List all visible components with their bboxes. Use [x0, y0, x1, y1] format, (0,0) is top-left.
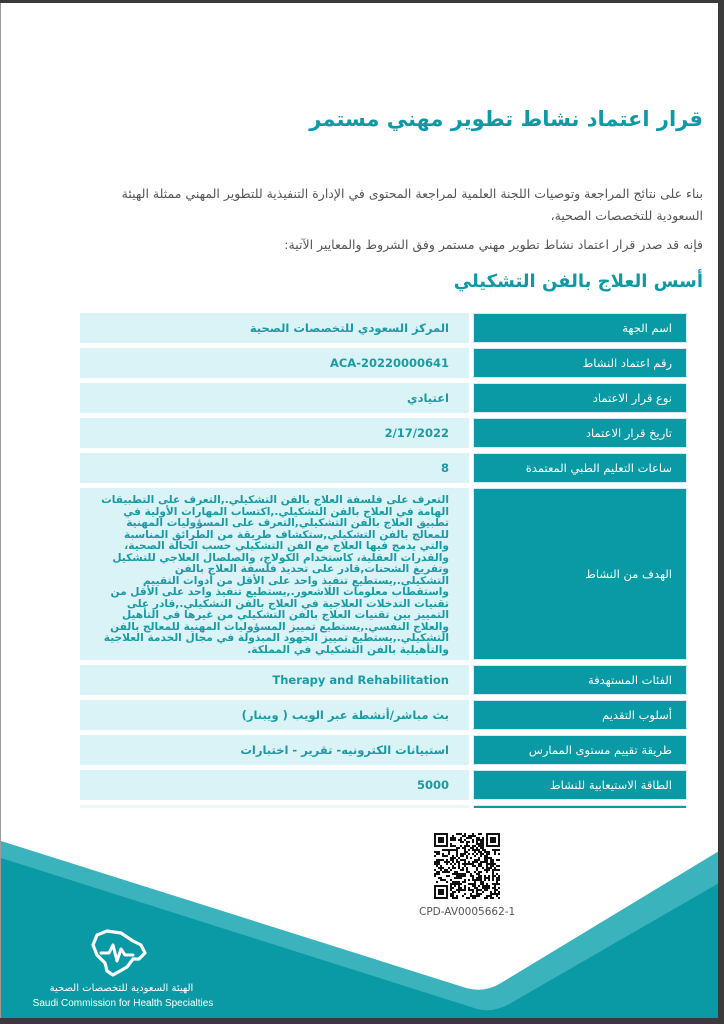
entity-name-value: المركز السعودي للتخصصات الصحية — [80, 313, 469, 343]
activity-goal-value: التعرف على فلسفة العلاج بالفن التشكيلي.,التعرف على التطبيقات الهامة في العلاج بالفن التشكيلي.,اكتساب المهارات الأولية في تطبيق العلاج بالفن التشكيلي,التعرف على المسؤوليات المهنية للمعالج بالفن التشكيلي,ستكشاف طريقة من الطرائق المناسبة والتي يدمج فيها العلاج مع الفن التشكيلي حسب الحالة الصحية، والقدرات العقلية، كاستخدام الكولاج، والصلصال العلاجي للتشكيل وتفريغ الشحنات,قادر على تحديد فلسفة العلاج بالفن التشكيلي.,يستطيع تنفيذ واحد على الأقل من أدوات التقييم واستقطاب معلومات اللاشعور.,يستطيع تنفيذ واحد على الأقل من تقنيات التدخلات العلاجية في العلاج بالفن التشكيلي.,قادر على التمييز بين تقنيات العلاج بالفن التشكيلي من غيرها في التأهيل والعلاج النفسي.,يستطيع تمييز المسؤوليات المهنية للمعالج بالفن التشكيلي.,يستطيع تمييز الجهود المبذولة في مجال الخدمة العلاجية والتأهيلية بالفن التشكيلي في المملكة. — [101, 494, 449, 656]
activity-number-value: ACA-20220000641 — [80, 348, 469, 378]
activity-title: أسس العلاج بالفن التشكيلي — [453, 271, 703, 292]
activity-goal-label: الهدف من النشاط — [473, 488, 687, 660]
cme-hours-label: ساعات التعليم الطبي المعتمدة — [473, 453, 687, 483]
footer-wave — [1, 3, 718, 1018]
qr-caption: CPD-AV0005662-1 — [419, 906, 516, 918]
scfhs-logo-icon — [87, 929, 151, 979]
cme-hours-value: 8 — [80, 453, 469, 483]
decision-type-label: نوع قرار الاعتماد — [473, 383, 687, 413]
target-groups-value: Therapy and Rehabilitation — [80, 665, 469, 695]
decision-statement: فإنه قد صدر قرار اعتماد نشاط تطوير مهني مستمر وفق الشروط والمعايير الآتية: — [284, 237, 703, 252]
capacity-value: 5000 — [80, 770, 469, 800]
delivery-method-label: أسلوب التقديم — [473, 700, 687, 730]
certificate-page — [0, 3, 718, 1018]
org-name-arabic: الهيئة السعودية للتخصصات الصحية — [49, 983, 194, 994]
intro-paragraph: بناء على نتائج المراجعة وتوصيات اللجنة العلمية لمراجعة المحتوى في الإدارة التنفيذية للتطوير المهني ممثلة الهيئة السعودية للتخصصات الصحية، — [121, 186, 703, 223]
assessment-method-label: طريقة تقييم مستوى الممارس — [473, 735, 687, 765]
qr-code-icon — [434, 833, 500, 899]
decision-date-value: 2/17/2022 — [80, 418, 469, 448]
document-title: قرار اعتماد نشاط تطوير مهني مستمر — [309, 107, 703, 131]
org-name-english: Saudi Commission for Health Specialties — [32, 998, 214, 1009]
assessment-method-value: استبيانات الكترونيه- تقرير - اختبارات — [80, 735, 469, 765]
delivery-method-value: بث مباشر/أنشطة عبر الويب ( ويبنار) — [80, 700, 469, 730]
decision-date-label: تاريخ قرار الاعتماد — [473, 418, 687, 448]
entity-name-label: اسم الجهة — [473, 313, 687, 343]
capacity-label: الطاقة الاستيعابية للنشاط — [473, 770, 687, 800]
activity-number-label: رقم اعتماد النشاط — [473, 348, 687, 378]
target-groups-label: الفئات المستهدفة — [473, 665, 687, 695]
decision-type-value: اعتيادي — [80, 383, 469, 413]
